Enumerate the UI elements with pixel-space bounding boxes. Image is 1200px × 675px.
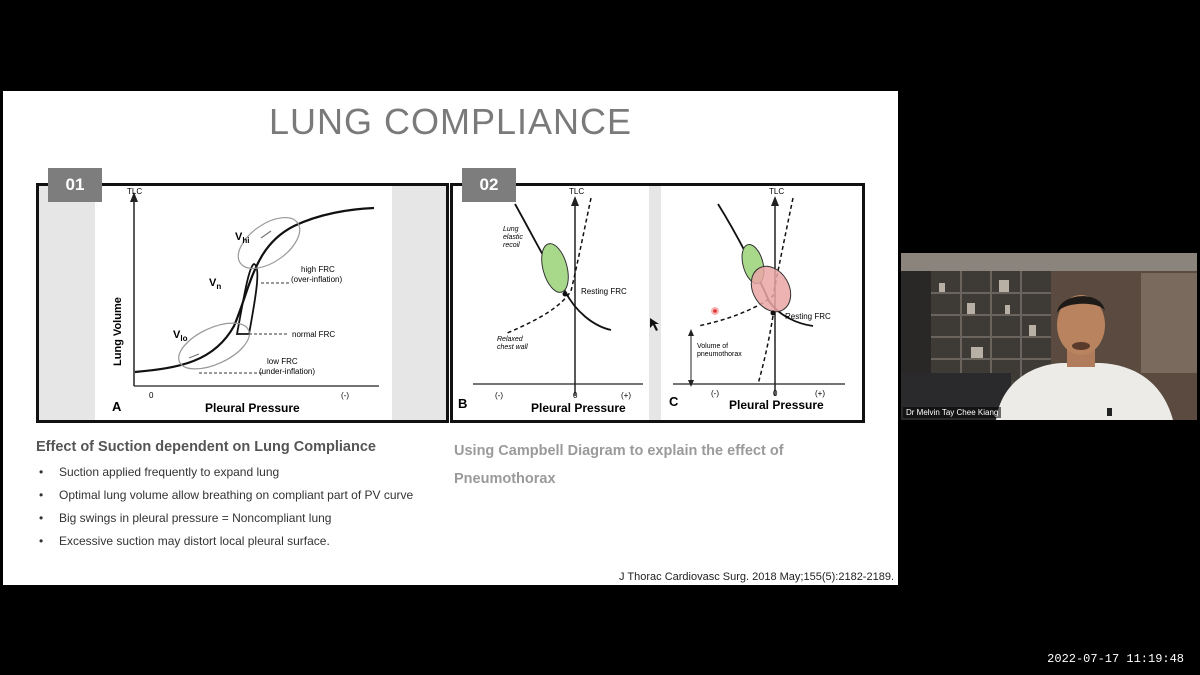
bullet-item: • Excessive suction may distort local pleural surface. xyxy=(37,532,413,555)
v-hi-label: $V_{hi}$ xyxy=(235,231,250,245)
pv-curve xyxy=(135,208,374,372)
participant-video-feed xyxy=(901,253,1197,420)
lung-recoil-label-3: recoil xyxy=(503,242,520,249)
green-loop xyxy=(537,241,573,296)
svg-text:0: 0 xyxy=(573,391,578,400)
svg-text:0: 0 xyxy=(773,389,778,398)
zero-tick: 0 xyxy=(149,391,154,400)
ptx-label-1: Volume of xyxy=(697,343,729,350)
mouse-cursor-icon xyxy=(650,318,659,331)
panel-letter-b: B xyxy=(458,396,468,411)
high-frc-label: high FRC xyxy=(301,265,335,274)
vlo-loop xyxy=(172,314,256,379)
campbell-diagrams xyxy=(453,186,862,420)
badge-01: 01 xyxy=(48,168,102,202)
normal-frc-label: normal FRC xyxy=(292,330,336,339)
figure-panel-02 xyxy=(450,183,865,423)
presentation-slide xyxy=(3,91,898,585)
tlc-label-b: TLC xyxy=(569,187,585,196)
panel-letter-a: A xyxy=(112,399,122,414)
svg-text:(+): (+) xyxy=(621,391,631,400)
bullet-item: • Big swings in pleural pressure = Noncompliant lung xyxy=(37,509,413,532)
ptx-label-2: pneumothorax xyxy=(697,351,742,358)
v-lo-label: $V_{lo}$ xyxy=(173,329,188,343)
resting-frc-c: Resting FRC xyxy=(785,312,831,321)
y-axis-label: Lung Volume xyxy=(112,297,124,366)
chest-wall-label-1: Relaxed xyxy=(497,336,523,343)
low-frc-sub: (under-inflation) xyxy=(259,367,316,376)
low-frc-label: low FRC xyxy=(267,357,298,366)
minus-tick: (-) xyxy=(341,391,349,400)
x-axis-label-c: Pleural Pressure xyxy=(729,398,824,412)
compliance-curve-diagram xyxy=(39,186,446,420)
lung-recoil-label-2: elastic xyxy=(503,234,523,241)
panel-letter-c: C xyxy=(669,394,679,409)
bullet-item: • Optimal lung volume allow breathing on compliant part of PV curve xyxy=(37,486,413,509)
campbell-diagram-c xyxy=(669,187,845,412)
participant-name-label: Dr Melvin Tay Chee Kiang xyxy=(903,407,1001,418)
bullet-list xyxy=(37,463,413,555)
chest-wall-label-2: chest wall xyxy=(497,344,528,351)
figure-panel-01 xyxy=(36,183,449,423)
vhi-loop xyxy=(229,207,308,278)
campbell-diagram-b xyxy=(458,187,643,415)
v-n-label: $V_n$ xyxy=(209,277,222,291)
badge-02: 02 xyxy=(462,168,516,202)
right-heading: Using Campbell Diagram to explain the effect of Pneumothorax xyxy=(454,443,784,487)
participant-video-tile[interactable] xyxy=(901,253,1197,420)
resting-frc-b: Resting FRC xyxy=(581,287,627,296)
lung-recoil-label-1: Lung xyxy=(503,226,519,233)
svg-text:(-): (-) xyxy=(495,391,503,400)
high-frc-sub: (over-inflation) xyxy=(291,275,343,284)
svg-text:(+): (+) xyxy=(815,389,825,398)
x-axis-label: Pleural Pressure xyxy=(205,401,300,415)
left-heading: Effect of Suction dependent on Lung Compliance xyxy=(36,439,376,455)
bullet-item: • Suction applied frequently to expand lung xyxy=(37,463,413,486)
tlc-label-c: TLC xyxy=(769,187,785,196)
x-axis-label-b: Pleural Pressure xyxy=(531,401,626,415)
svg-text:(-): (-) xyxy=(711,389,719,398)
recording-timestamp: 2022-07-17 11:19:48 xyxy=(1047,652,1184,666)
citation: J Thorac Cardiovasc Surg. 2018 May;155(5):2182-2189. xyxy=(619,571,894,583)
slide-title: LUNG COMPLIANCE xyxy=(268,101,633,142)
tlc-label: TLC xyxy=(127,187,143,196)
